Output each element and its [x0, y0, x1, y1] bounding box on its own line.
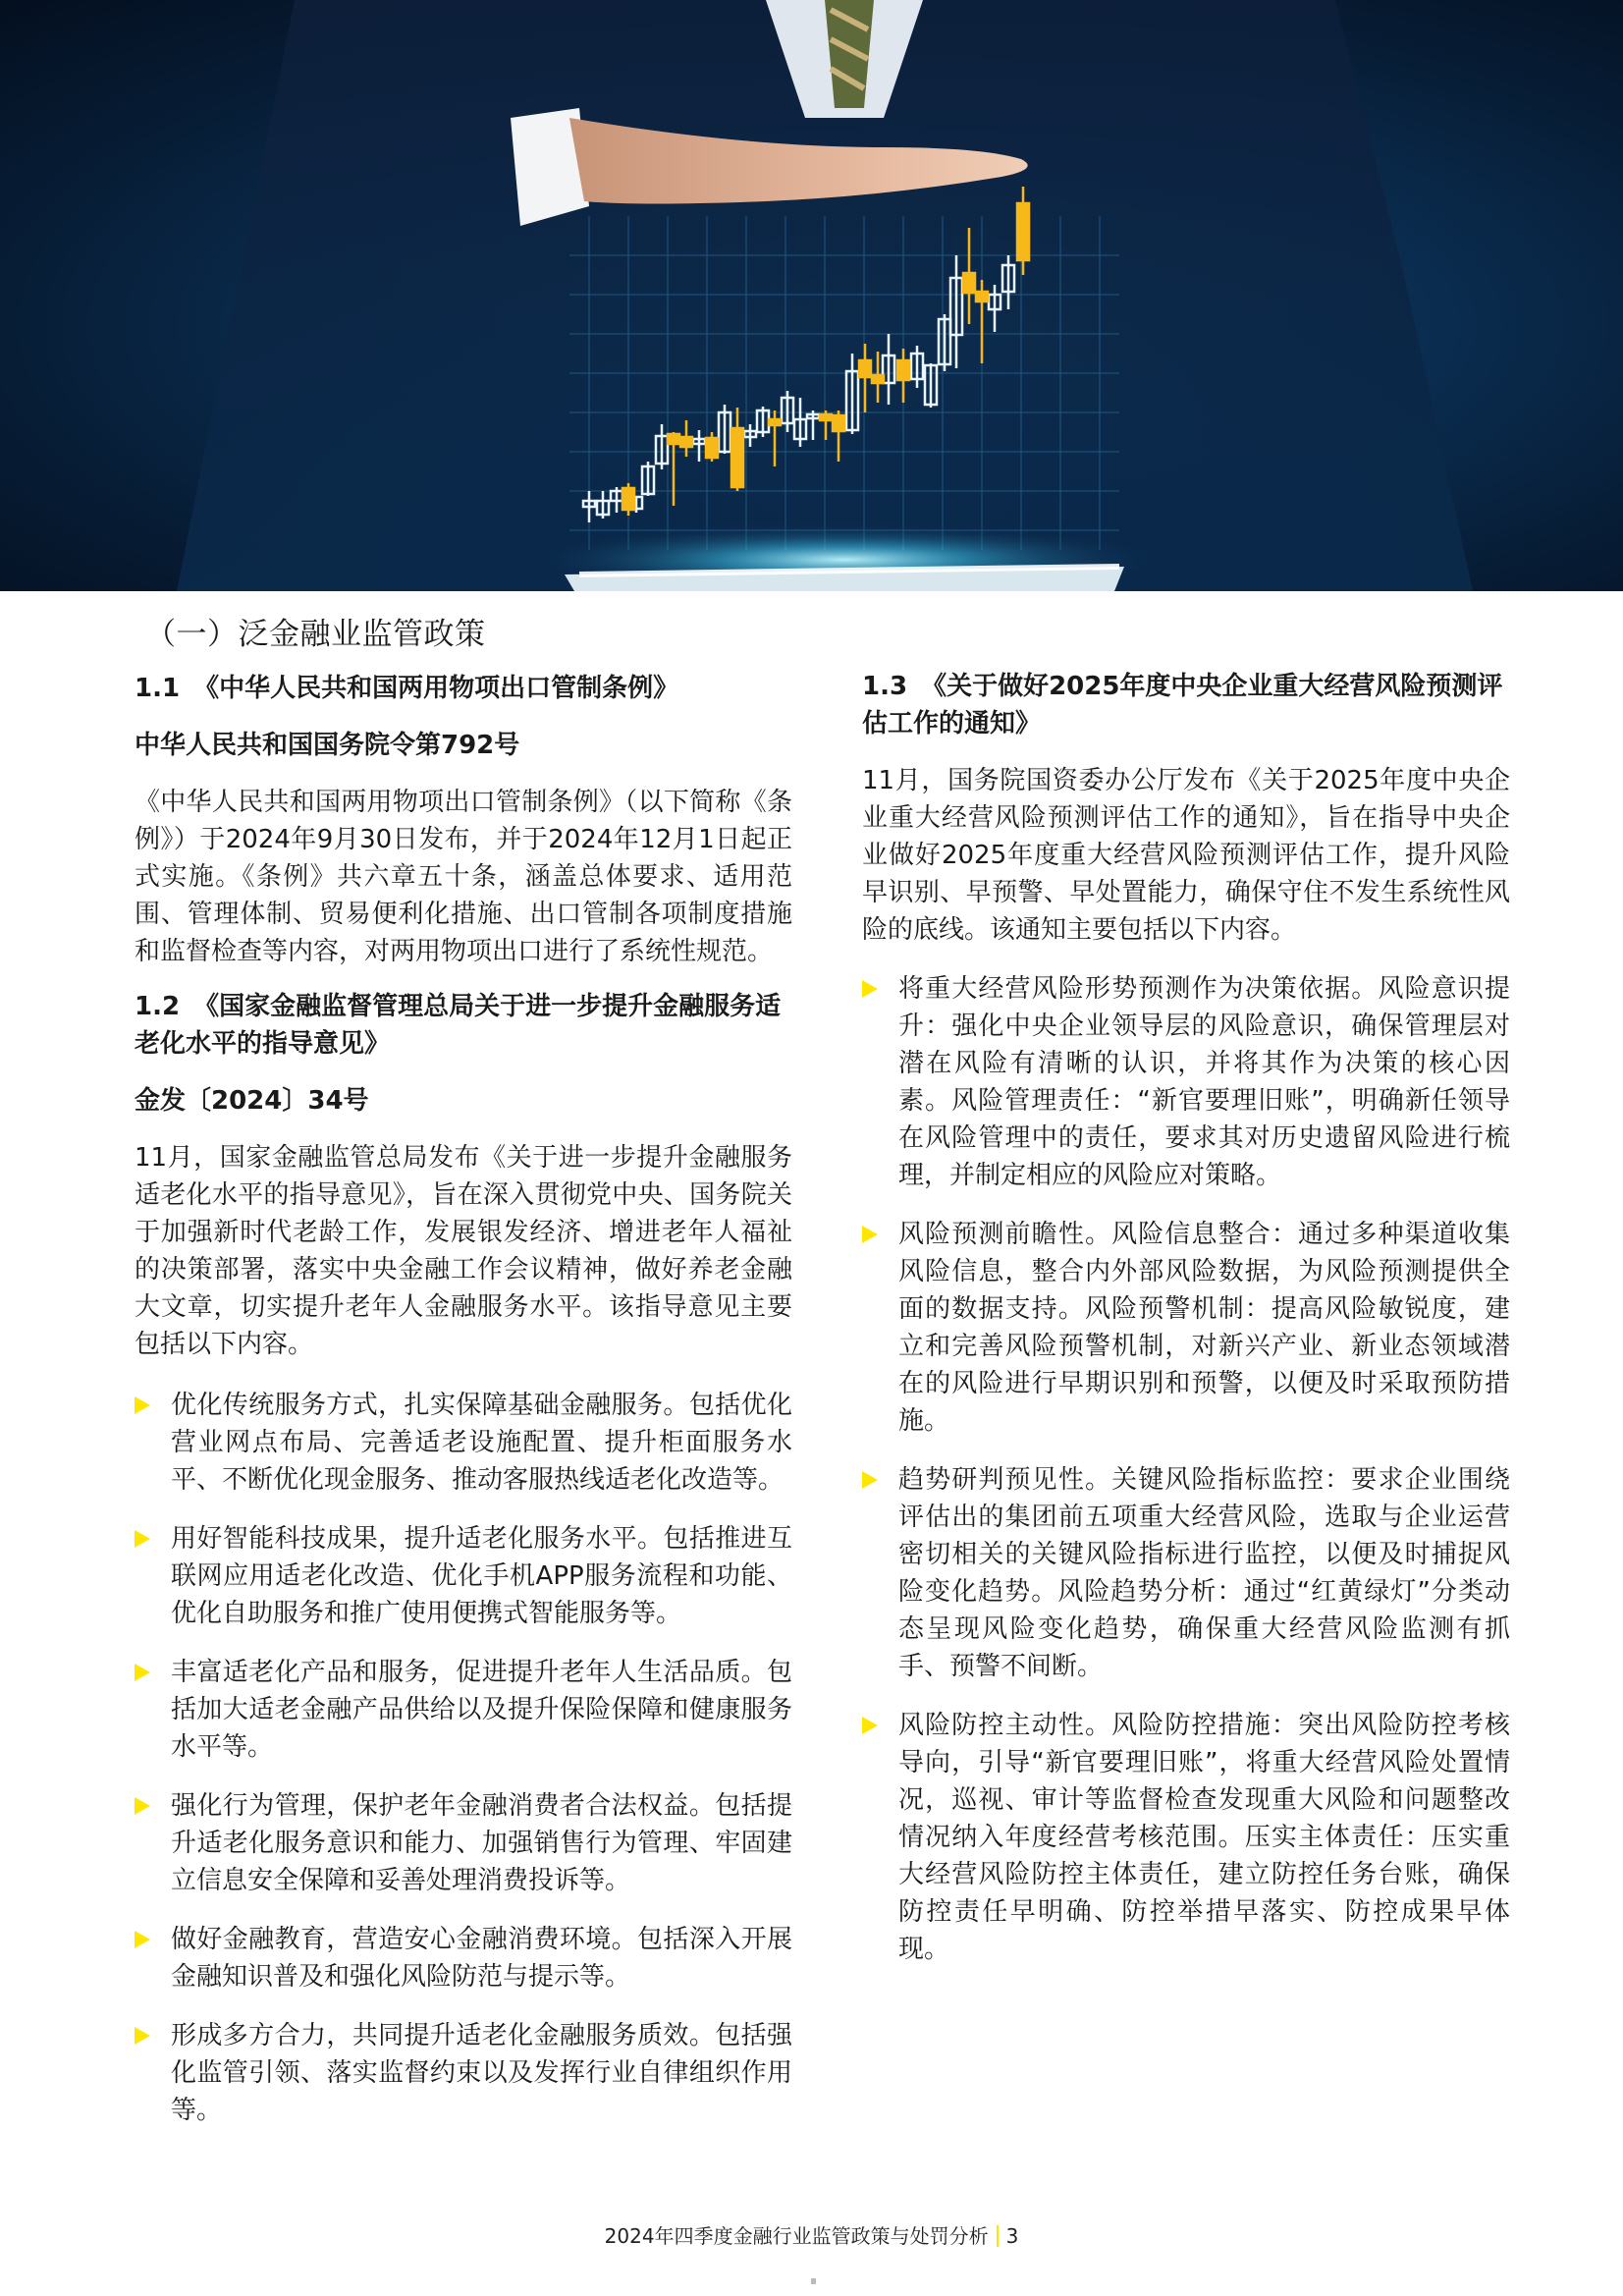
- bullet-text: 强化行为管理，保护老年金融消费者合法权益。包括提升适老化服务意识和能力、加强销售行为管理、牢固建立信息安全保障和妥善处理消费投诉等。: [171, 1791, 792, 1895]
- triangle-bullet-icon: [862, 1471, 878, 1489]
- paragraph: 《中华人民共和国两用物项出口管制条例》（以下简称《条例》）于2024年9月30日发布，并于2024年12月1日起正式实施。《条例》共六章五十条，涵盖总体要求、适用范围、管理体制、贸易便利化措施、出口管制各项制度措施和监督检查等内容，对两用物项出口进行了系统性规范。: [135, 788, 792, 966]
- bullet-item: [862, 1216, 1510, 1440]
- page-footer: [0, 2220, 1623, 2249]
- bullet-text: 用好智能科技成果，提升适老化服务水平。包括推进互联网应用适老化改造、优化手机APP服务流程和功能、优化自助服务和推广使用便携式智能服务等。: [171, 1524, 792, 1628]
- triangle-bullet-icon: [862, 980, 878, 998]
- bullet-item: [135, 2017, 792, 2129]
- paragraph: 11月，国家金融监管总局发布《关于进一步提升金融服务适老化水平的指导意见》，旨在深入贯彻党中央、国务院关于加强新时代老龄工作，发展银发经济、增进老年人福祉的决策部署，落实中央金融工作会议精神，做好养老金融大文章，切实提升老年人金融服务水平。该指导意见主要包括以下内容。: [135, 1143, 792, 1359]
- heading-text: 《中华人民共和国两用物项出口管制条例》: [193, 674, 679, 703]
- bullet-item: [135, 1387, 792, 1499]
- bullet-item: [862, 1707, 1510, 1968]
- paragraph: 11月，国务院国资委办公厅发布《关于2025年度中央企业重大经营风险预测评估工作的通知》，旨在指导中央企业做好2025年度重大经营风险预测评估工作，提升风险早识别、早预警、早处置能力，确保守住不发生系统性风险的底线。该通知主要包括以下内容。: [862, 766, 1510, 945]
- bullet-item: [862, 1461, 1510, 1685]
- bullet-text: 风险预测前瞻性。风险信息整合：通过多种渠道收集风险信息，整合内外部风险数据，为风险预测提供全面的数据支持。风险预警机制：提高风险敏锐度，建立和完善风险预警机制，对新兴产业、新业态领域潜在的风险进行早期识别和预警，以便及时采取预防措施。: [898, 1220, 1510, 1436]
- section-title: （一）泛金融业监管政策: [145, 617, 486, 652]
- triangle-bullet-icon: [135, 1664, 150, 1681]
- bullet-text: 将重大经营风险形势预测作为决策依据。风险意识提升：强化中央企业领导层的风险意识，确保管理层对潜在风险有清晰的认识，并将其作为决策的核心因素。风险管理责任：“新官要理旧账”，明确新任领导在风险管理中的责任，要求其对历史遗留风险进行梳理，并制定相应的风险应对策略。: [898, 974, 1510, 1190]
- bullet-item: [135, 1921, 792, 1995]
- document-number: 金发〔2024〕34号: [135, 1086, 369, 1116]
- right-column: [862, 668, 1510, 1968]
- bullet-text: 风险防控主动性。风险防控措施：突出风险防控考核导向，引导“新官要理旧账”，将重大经营风险处置情况，巡视、审计等监督检查发现重大风险和问题整改情况纳入年度经营考核范围。压实主体责任：压实重大经营风险防控主体责任，建立防控任务台账，确保防控责任早明确、防控举措早落实、防控成果早体现。: [898, 1711, 1510, 1964]
- triangle-bullet-icon: [862, 1226, 878, 1243]
- triangle-bullet-icon: [135, 1931, 150, 1948]
- heading-1-2: [135, 988, 792, 1063]
- candlestick-chart-illustration: [0, 0, 1623, 591]
- bullet-text: 做好金融教育，营造安心金融消费环境。包括深入开展金融知识普及和强化风险防范与提示等。: [171, 1925, 792, 1992]
- footer-divider: [997, 2225, 999, 2247]
- bullet-item: [135, 1787, 792, 1899]
- page-number: 3: [1005, 2224, 1019, 2248]
- page-marker: [811, 2278, 816, 2284]
- heading-number: 1.3: [862, 672, 908, 701]
- left-column: [135, 670, 792, 2129]
- heading-number: 1.2: [135, 992, 181, 1021]
- bullet-item: [135, 1654, 792, 1766]
- bullet-item: [862, 970, 1510, 1194]
- triangle-bullet-icon: [135, 1396, 150, 1414]
- triangle-bullet-icon: [135, 2027, 150, 2045]
- heading-1-3: [862, 668, 1510, 742]
- heading-text: 《国家金融监督管理总局关于进一步提升金融服务适老化水平的指导意见》: [135, 992, 782, 1059]
- footer-title: 2024年四季度金融行业监管政策与处罚分析: [604, 2224, 989, 2248]
- heading-text: 《关于做好2025年度中央企业重大经营风险预测评估工作的通知》: [862, 672, 1503, 738]
- heading-number: 1.1: [135, 674, 181, 703]
- bullet-text: 形成多方合力，共同提升适老化金融服务质效。包括强化监管引领、落实监督约束以及发挥行业自律组织作用等。: [171, 2021, 792, 2125]
- triangle-bullet-icon: [135, 1530, 150, 1548]
- bullet-text: 优化传统服务方式，扎实保障基础金融服务。包括优化营业网点布局、完善适老设施配置、提升柜面服务水平、不断优化现金服务、推动客服热线适老化改造等。: [171, 1391, 792, 1495]
- document-number: 中华人民共和国国务院令第792号: [135, 731, 520, 760]
- bullet-text: 丰富适老化产品和服务，促进提升老年人生活品质。包括加大适老金融产品供给以及提升保险保障和健康服务水平等。: [171, 1658, 792, 1762]
- triangle-bullet-icon: [862, 1717, 878, 1734]
- heading-1-1: [135, 670, 792, 707]
- bullet-text: 趋势研判预见性。关键风险指标监控：要求企业围绕评估出的集团前五项重大经营风险，选取与企业运营密切相关的关键风险指标进行监控，以便及时捕捉风险变化趋势。风险趋势分析：通过“红黄绿灯”分类动态呈现风险变化趋势，确保重大经营风险监测有抓手、预警不间断。: [898, 1465, 1510, 1681]
- hero-image: [0, 0, 1623, 591]
- triangle-bullet-icon: [135, 1797, 150, 1815]
- bullet-item: [135, 1520, 792, 1632]
